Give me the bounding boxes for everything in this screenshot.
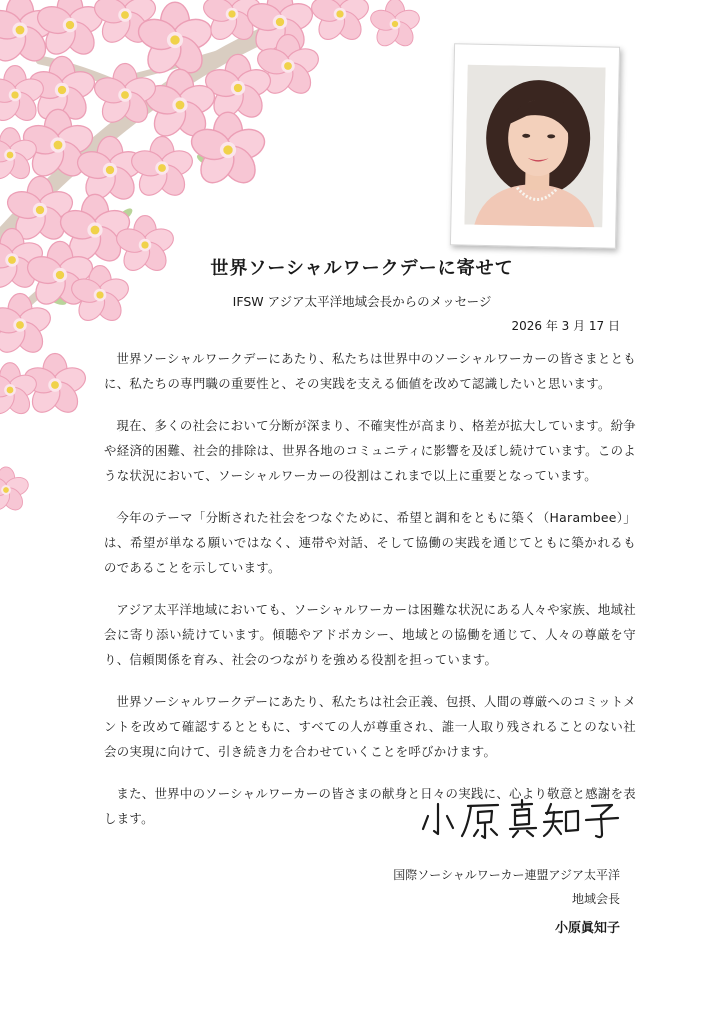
paragraph-3: 今年のテーマ「分断された社会をつなぐために、希望と調和をともに築く（Harambee）」は、希望が単なる願いではなく、連帯や対話、そして協働の実践を通じてともに築かれるものであることを示しています。 bbox=[104, 510, 636, 575]
affiliation-line-1: 国際ソーシャルワーカー連盟アジア太平洋 bbox=[393, 868, 620, 882]
paragraph-4: アジア太平洋地域においても、ソーシャルワーカーは困難な状況にある人々や家族、地域社会に寄り添い続けています。傾聴やアドボカシー、地域との協働を通じて、人々の尊厳を守り、信頼関係を育み、社会のつながりを強める役割を担っています。 bbox=[104, 602, 636, 667]
affiliation bbox=[393, 863, 620, 911]
paragraph-2: 現在、多くの社会において分断が深まり、不確実性が高まり、格差が拡大しています。紛争や経済的困難、社会的排除は、世界各地のコミュニティに影響を及ぼし続けています。このような状況において、ソーシャルワーカーの役割はこれまで以上に重要となっています。 bbox=[104, 418, 636, 483]
paragraph-1: 世界ソーシャルワークデーにあたり、私たちは世界中のソーシャルワーカーの皆さまとともに、私たちの専門職の重要性と、その実践を支える価値を改めて認識したいと思います。 bbox=[104, 351, 636, 391]
paragraph-5: 世界ソーシャルワークデーにあたり、私たちは社会正義、包摂、人間の尊厳へのコミットメントを改めて確認するとともに、すべての人が尊重され、誰一人取り残されることのない社会の実現に向けて、引き続き力を合わせていくことを呼びかけます。 bbox=[104, 694, 636, 759]
handwritten-signature bbox=[416, 796, 626, 846]
author-name: 小原眞知子 bbox=[554, 921, 620, 936]
letter-subtitle: IFSW アジア太平洋地域会長からのメッセージ bbox=[232, 294, 492, 309]
letter-body bbox=[104, 346, 636, 848]
portrait-image bbox=[464, 65, 605, 228]
portrait-photo bbox=[450, 43, 620, 248]
letter-title: 世界ソーシャルワークデーに寄せて bbox=[210, 258, 514, 279]
letter-date: 2026 年 3 月 17 日 bbox=[511, 319, 620, 333]
paragraph-6: また、世界中のソーシャルワーカーの皆さまの献身と日々の実践に、心より敬意と感謝を表します。 bbox=[104, 786, 636, 826]
affiliation-line-2: 地域会長 bbox=[571, 892, 620, 906]
